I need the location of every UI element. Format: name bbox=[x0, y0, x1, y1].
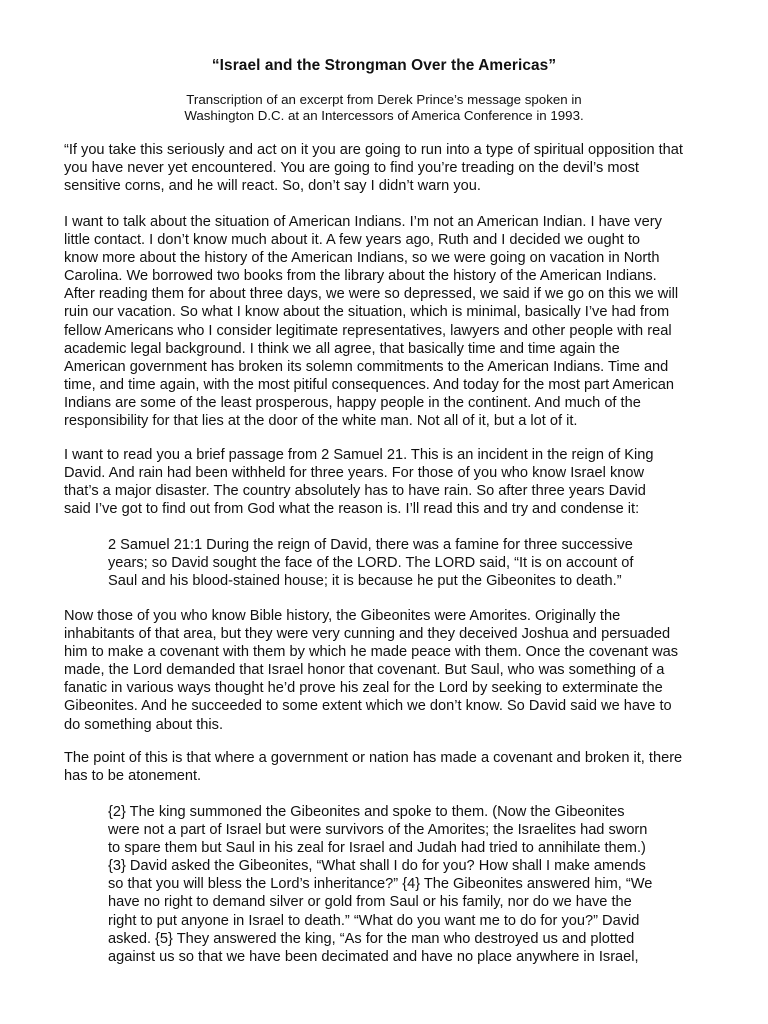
text-line: asked. {5} They answered the king, “As for the man who destroyed us and plotted bbox=[108, 930, 635, 947]
text-line: After reading them for about three days, we were so depressed, we said if we go on this we will bbox=[64, 286, 679, 303]
text-line: American government has broken its solemn commitments to the American Indians. Time and bbox=[64, 358, 669, 375]
text-line: little contact. I don’t know much about it. A few years ago, Ruth and I decided we ought to bbox=[64, 232, 640, 249]
text-line: so that you will bless the Lord’s inheritance?” {4} The Gibeonites answered him, “We bbox=[108, 876, 653, 893]
text-line: I want to talk about the situation of American Indians. I’m not an American Indian. I have very bbox=[64, 214, 662, 230]
text-line: Saul and his blood-stained house; it is because he put the Gibeonites to death.” bbox=[108, 573, 622, 590]
text-line: that’s a major disaster. The country absolutely has to have rain. So after three years David bbox=[64, 483, 646, 500]
text-line: ruin our vacation. So what I know about the situation, which is minimal, basically I’ve had from bbox=[64, 304, 670, 321]
text-line: I want to read you a brief passage from 2 Samuel 21. This is an incident in the reign of King bbox=[64, 447, 654, 463]
text-line: {2} The king summoned the Gibeonites and spoke to them. (Now the Gibeonites bbox=[108, 804, 625, 820]
paragraph-american-indians bbox=[64, 213, 678, 430]
text-line: academic legal background. I think we all agree, that basically time and time again the bbox=[64, 340, 620, 357]
text-line: Now those of you who know Bible history, the Gibeonites were Amorites. Originally the bbox=[64, 608, 621, 624]
text-line: right to put anyone in Israel to death.” “What do you want me to do for you?” David bbox=[108, 912, 640, 929]
text-line: you have never yet encountered. You are going to find you’re treading on the devil’s most bbox=[64, 160, 639, 177]
text-line: 2 Samuel 21:1 During the reign of David, there was a famine for three successive bbox=[108, 537, 633, 553]
scripture-quote-2-samuel-21-1 bbox=[108, 536, 633, 590]
paragraph-gibeonites-history bbox=[64, 607, 678, 734]
subtitle-line: Washington D.C. at an Intercessors of America Conference in 1993. bbox=[184, 108, 584, 123]
text-line: David. And rain had been withheld for three years. For those of you who know Israel know bbox=[64, 465, 645, 482]
text-line: “If you take this seriously and act on it you are going to run into a type of spiritual opposition that bbox=[64, 142, 683, 158]
text-line: know more about the history of the American Indians, so we were going on vacation in North bbox=[64, 250, 660, 267]
text-line: Indians are some of the least prosperous, happy people in the continent. And much of the bbox=[64, 394, 641, 411]
text-line: him to make a covenant with them by which he made peace with them. Once the covenant was bbox=[64, 644, 679, 661]
text-line: fanatic in various ways thought he’d prove his zeal for the Lord by seeking to exterminate the bbox=[64, 680, 663, 697]
text-line: sensitive corns, and he will react. So, don’t say I didn’t warn you. bbox=[64, 178, 481, 195]
text-line: fellow Americans who I consider legitimate representatives, lawyers and other people with real bbox=[64, 322, 672, 339]
text-line: to spare them but Saul in his zeal for Israel and Judah had tried to annihilate them.) bbox=[108, 840, 646, 857]
text-line: do something about this. bbox=[64, 716, 224, 733]
text-line: said I’ve got to find out from God what the reason is. I’ll read this and try and condense it: bbox=[64, 501, 640, 518]
text-line: has to be atonement. bbox=[64, 768, 202, 785]
text-line: made, the Lord demanded that Israel honor that covenant. But Saul, who was something of a bbox=[64, 662, 665, 679]
text-line: were not a part of Israel but were survivors of the Amorites; the Israelites had sworn bbox=[108, 822, 648, 839]
subtitle-line: Transcription of an excerpt from Derek Prince’s message spoken in bbox=[186, 92, 582, 107]
text-line: have no right to demand silver or gold from Saul or his family, nor do we have the bbox=[108, 894, 632, 911]
document-subtitle bbox=[0, 92, 768, 124]
document-title: “Israel and the Strongman Over the Americas” bbox=[211, 57, 557, 74]
paragraph-intro-quote bbox=[64, 141, 683, 195]
text-line: against us so that we have been decimated and have no place anywhere in Israel, bbox=[108, 948, 639, 965]
text-line: inhabitants of that area, but they were very cunning and they deceived Joshua and persuaded bbox=[64, 626, 671, 643]
text-line: The point of this is that where a government or nation has made a covenant and broken it, there bbox=[64, 750, 683, 766]
scripture-quote-2-samuel-21-2-5 bbox=[108, 803, 652, 966]
text-line: responsibility for that lies at the door of the white man. Not all of it, but a lot of it. bbox=[64, 413, 578, 430]
text-line: Gibeonites. And he succeeded to some extent which we don’t know. So David said we have to bbox=[64, 698, 672, 715]
text-line: Carolina. We borrowed two books from the library about the history of the American Indians. bbox=[64, 268, 657, 285]
text-line: years; so David sought the face of the LORD. The LORD said, “It is on account of bbox=[108, 555, 634, 572]
paragraph-2-samuel-intro bbox=[64, 446, 654, 518]
text-line: time, and time again, with the most pitiful consequences. And today for the most part American bbox=[64, 376, 675, 393]
paragraph-atonement bbox=[64, 749, 682, 785]
text-line: {3} David asked the Gibeonites, “What shall I do for you? How shall I make amends bbox=[108, 858, 646, 875]
